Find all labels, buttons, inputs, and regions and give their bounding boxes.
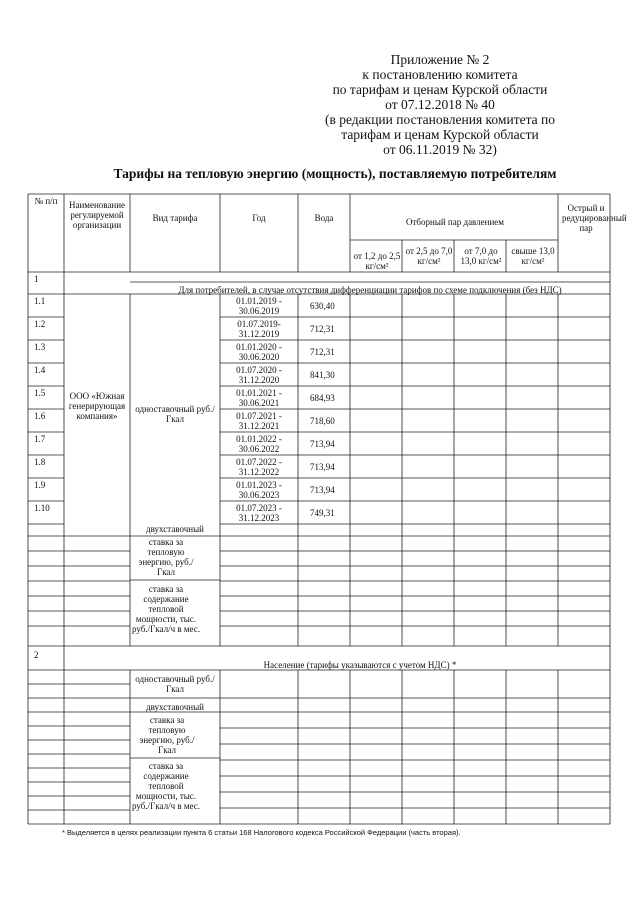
row-period: 01.07.2022 - 31.12.2022	[236, 457, 282, 477]
row-water-value: 630,40	[310, 301, 335, 311]
header-line: от 06.11.2019 № 32)	[383, 142, 497, 157]
header-line: (в редакции постановления комитета по	[324, 112, 555, 127]
row-water-value: 718,60	[310, 416, 335, 426]
page-title: Тарифы на тепловую энергию (мощность), поставляемую потребителям	[113, 166, 557, 181]
row-water-value: 712,31	[310, 347, 335, 357]
col-tariff-type-header: Вид тарифа	[152, 213, 198, 223]
row-period: 01.01.2020 - 30.06.2020	[236, 342, 282, 362]
s2-one-rate-label: одноставочный руб./Гкал	[135, 674, 215, 694]
footnote: * Выделяется в целях реализации пункта 6 статьи 168 Налогового кодекса Российской Федерации (часть вторая).	[62, 828, 461, 837]
row-period: 01.07.2021 - 31.12.2021	[236, 411, 282, 431]
col-sharp-steam-header: Острый и редуцированный пар	[562, 203, 627, 233]
row-period: 01.07.2020 - 31.12.2020	[236, 365, 282, 385]
section2-title: Население (тарифы указываются с учетом НДС) *	[263, 660, 457, 670]
row-water-value: 684,93	[310, 393, 335, 403]
row-number: 1.3	[34, 342, 46, 352]
row-water-value: 841,30	[310, 370, 335, 380]
steam-sub-2: от 2,5 до 7,0 кг/см²	[405, 246, 453, 266]
row-number: 1.8	[34, 457, 46, 467]
row-number: 1.1	[34, 296, 46, 306]
row-water-value: 712,31	[310, 324, 335, 334]
header-line: от 07.12.2018 № 40	[385, 97, 495, 112]
row-number: 1.9	[34, 480, 46, 490]
s2-rate-capacity-label: ставка за содержание тепловой мощности, тыс. руб./Гкал/ч в мес.	[131, 761, 201, 811]
section2-number: 2	[34, 650, 39, 660]
row-number: 1.10	[34, 503, 50, 513]
rate-capacity-label: ставка за содержание тепловой мощности, тыс. руб./Гкал/ч в мес.	[131, 584, 201, 634]
s2-two-rate-label: двухставочный	[146, 702, 204, 712]
section1-title: Для потребителей, в случае отсутствия дифференциации тарифов по схеме подключения (без НДС)	[178, 285, 562, 295]
header-line: к постановлению комитета	[362, 67, 518, 82]
section1-number: 1	[34, 274, 39, 284]
header-line: тарифам и ценам Курской области	[341, 127, 539, 142]
row-period: 01.07.2019- 31.12.2019	[237, 319, 281, 339]
row-period: 01.01.2023 - 30.06.2023	[236, 480, 282, 500]
org-name: ООО «Южная генерирующая компания»	[68, 391, 126, 421]
rate-energy-label: ставка за тепловую энергию, руб./Гкал	[138, 537, 194, 577]
one-rate-label: одноставочный руб./Гкал	[135, 404, 215, 424]
steam-sub-1: от 1,2 до 2,5 кг/см²	[353, 251, 401, 271]
col-year-header: Год	[252, 213, 266, 223]
s2-rate-energy-label: ставка за тепловую энергию, руб./Гкал	[139, 715, 195, 755]
steam-sub-4: свыше 13,0 кг/см²	[511, 246, 555, 266]
row-period: 01.01.2019 - 30.06.2019	[236, 296, 282, 316]
steam-sub-3: от 7,0 до 13,0 кг/см²	[460, 246, 502, 266]
row-number: 1.4	[34, 365, 46, 375]
row-period: 01.01.2022 - 30.06.2022	[236, 434, 282, 454]
row-number: 1.2	[34, 319, 46, 329]
col-org-header: Наименование регулируемой организации	[68, 200, 126, 230]
row-number: 1.7	[34, 434, 46, 444]
row-water-value: 713,94	[310, 485, 335, 495]
col-steam-header: Отборный пар давлением	[405, 217, 504, 227]
header-line: Приложение № 2	[390, 52, 490, 67]
header-line: по тарифам и ценам Курской области	[332, 82, 548, 97]
row-water-value: 713,94	[310, 462, 335, 472]
col-water-header: Вода	[314, 213, 334, 223]
two-rate-label: двухставочный	[146, 524, 204, 534]
row-water-value: 713,94	[310, 439, 335, 449]
row-period: 01.07.2023 - 31.12.2023	[236, 503, 282, 523]
row-number: 1.5	[34, 388, 46, 398]
row-water-value: 749,31	[310, 508, 335, 518]
row-period: 01.01.2021 - 30.06.2021	[236, 388, 282, 408]
row-number: 1.6	[34, 411, 46, 421]
col-no-header: № п/п	[34, 196, 58, 206]
